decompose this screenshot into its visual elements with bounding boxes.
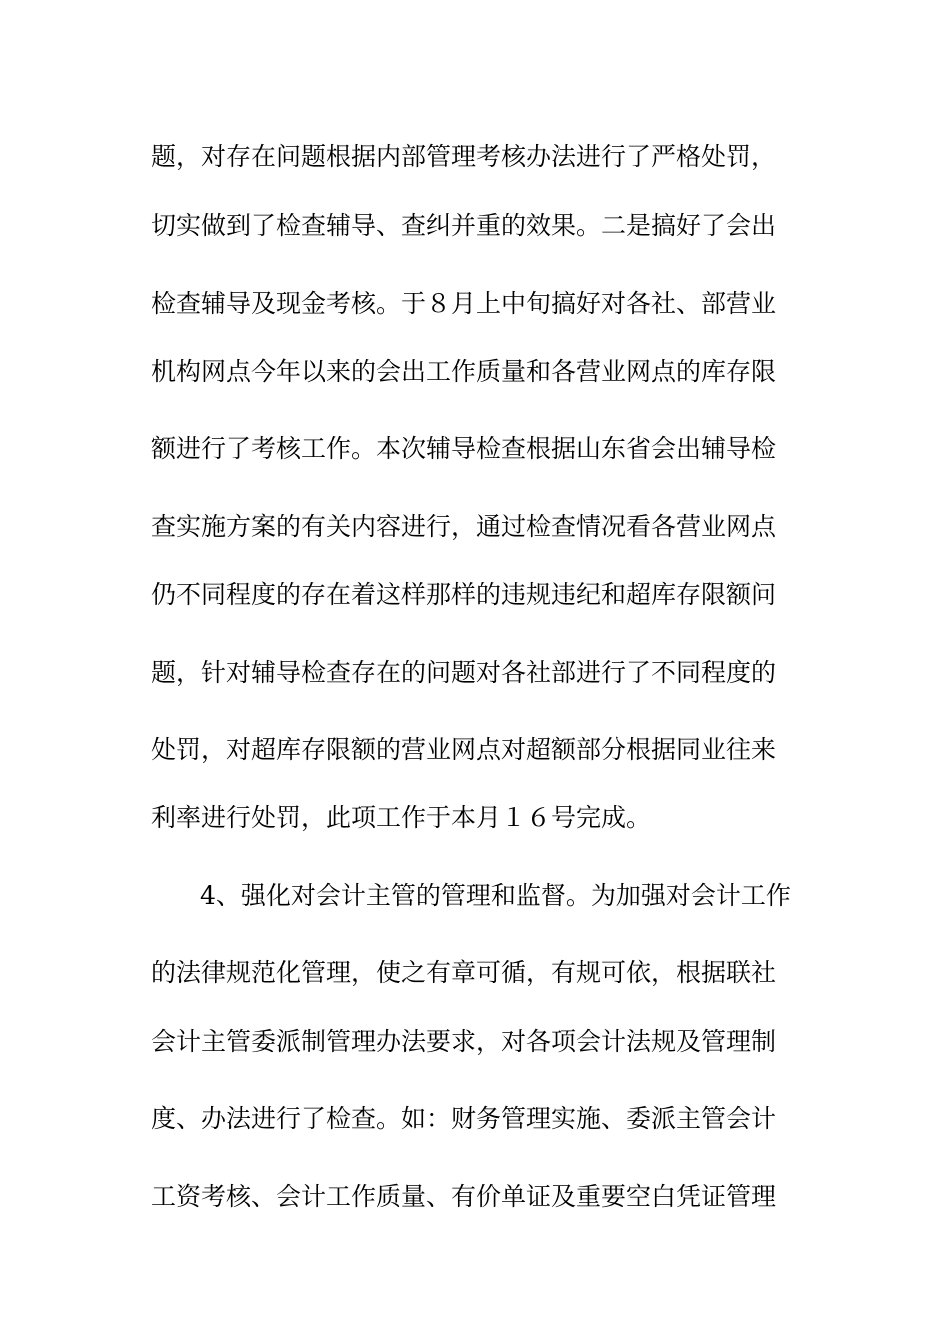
text-line: 查实施方案的有关内容进行，通过检查情况看各营业网点 — [151, 512, 777, 541]
text-line: 题，对存在问题根据内部管理考核办法进行了严格处罚， — [151, 142, 777, 171]
text-line: 仍不同程度的存在着这样那样的违规违纪和超库存限额问 — [151, 580, 777, 609]
text-line: 题，针对辅导检查存在的问题对各社部进行了不同程度的 — [151, 658, 777, 687]
paragraph-first-line: 4、强化对会计主管的管理和监督。为加强对会计工作 — [200, 881, 791, 910]
text-line: 检查辅导及现金考核。于８月上中旬搞好对各社、部营业 — [151, 289, 777, 318]
text-line: 额进行了考核工作。本次辅导检查根据山东省会出辅导检 — [151, 434, 777, 463]
text-line: 度、办法进行了检查。如：财务管理实施、委派主管会计 — [151, 1104, 777, 1133]
text-line: 利率进行处罚，此项工作于本月１６号完成。 — [151, 803, 652, 832]
text-line: 工资考核、会计工作质量、有价单证及重要空白凭证管理 — [151, 1182, 777, 1211]
text-line: 切实做到了检查辅导、查纠并重的效果。二是搞好了会出 — [151, 211, 777, 240]
text-line: 机构网点今年以来的会出工作质量和各营业网点的库存限 — [151, 357, 777, 386]
text-line: 会计主管委派制管理办法要求，对各项会计法规及管理制 — [151, 1027, 777, 1056]
text-line: 处罚，对超库存限额的营业网点对超额部分根据同业往来 — [151, 735, 777, 764]
text-line: 的法律规范化管理，使之有章可循，有规可依，根据联社 — [151, 958, 777, 987]
